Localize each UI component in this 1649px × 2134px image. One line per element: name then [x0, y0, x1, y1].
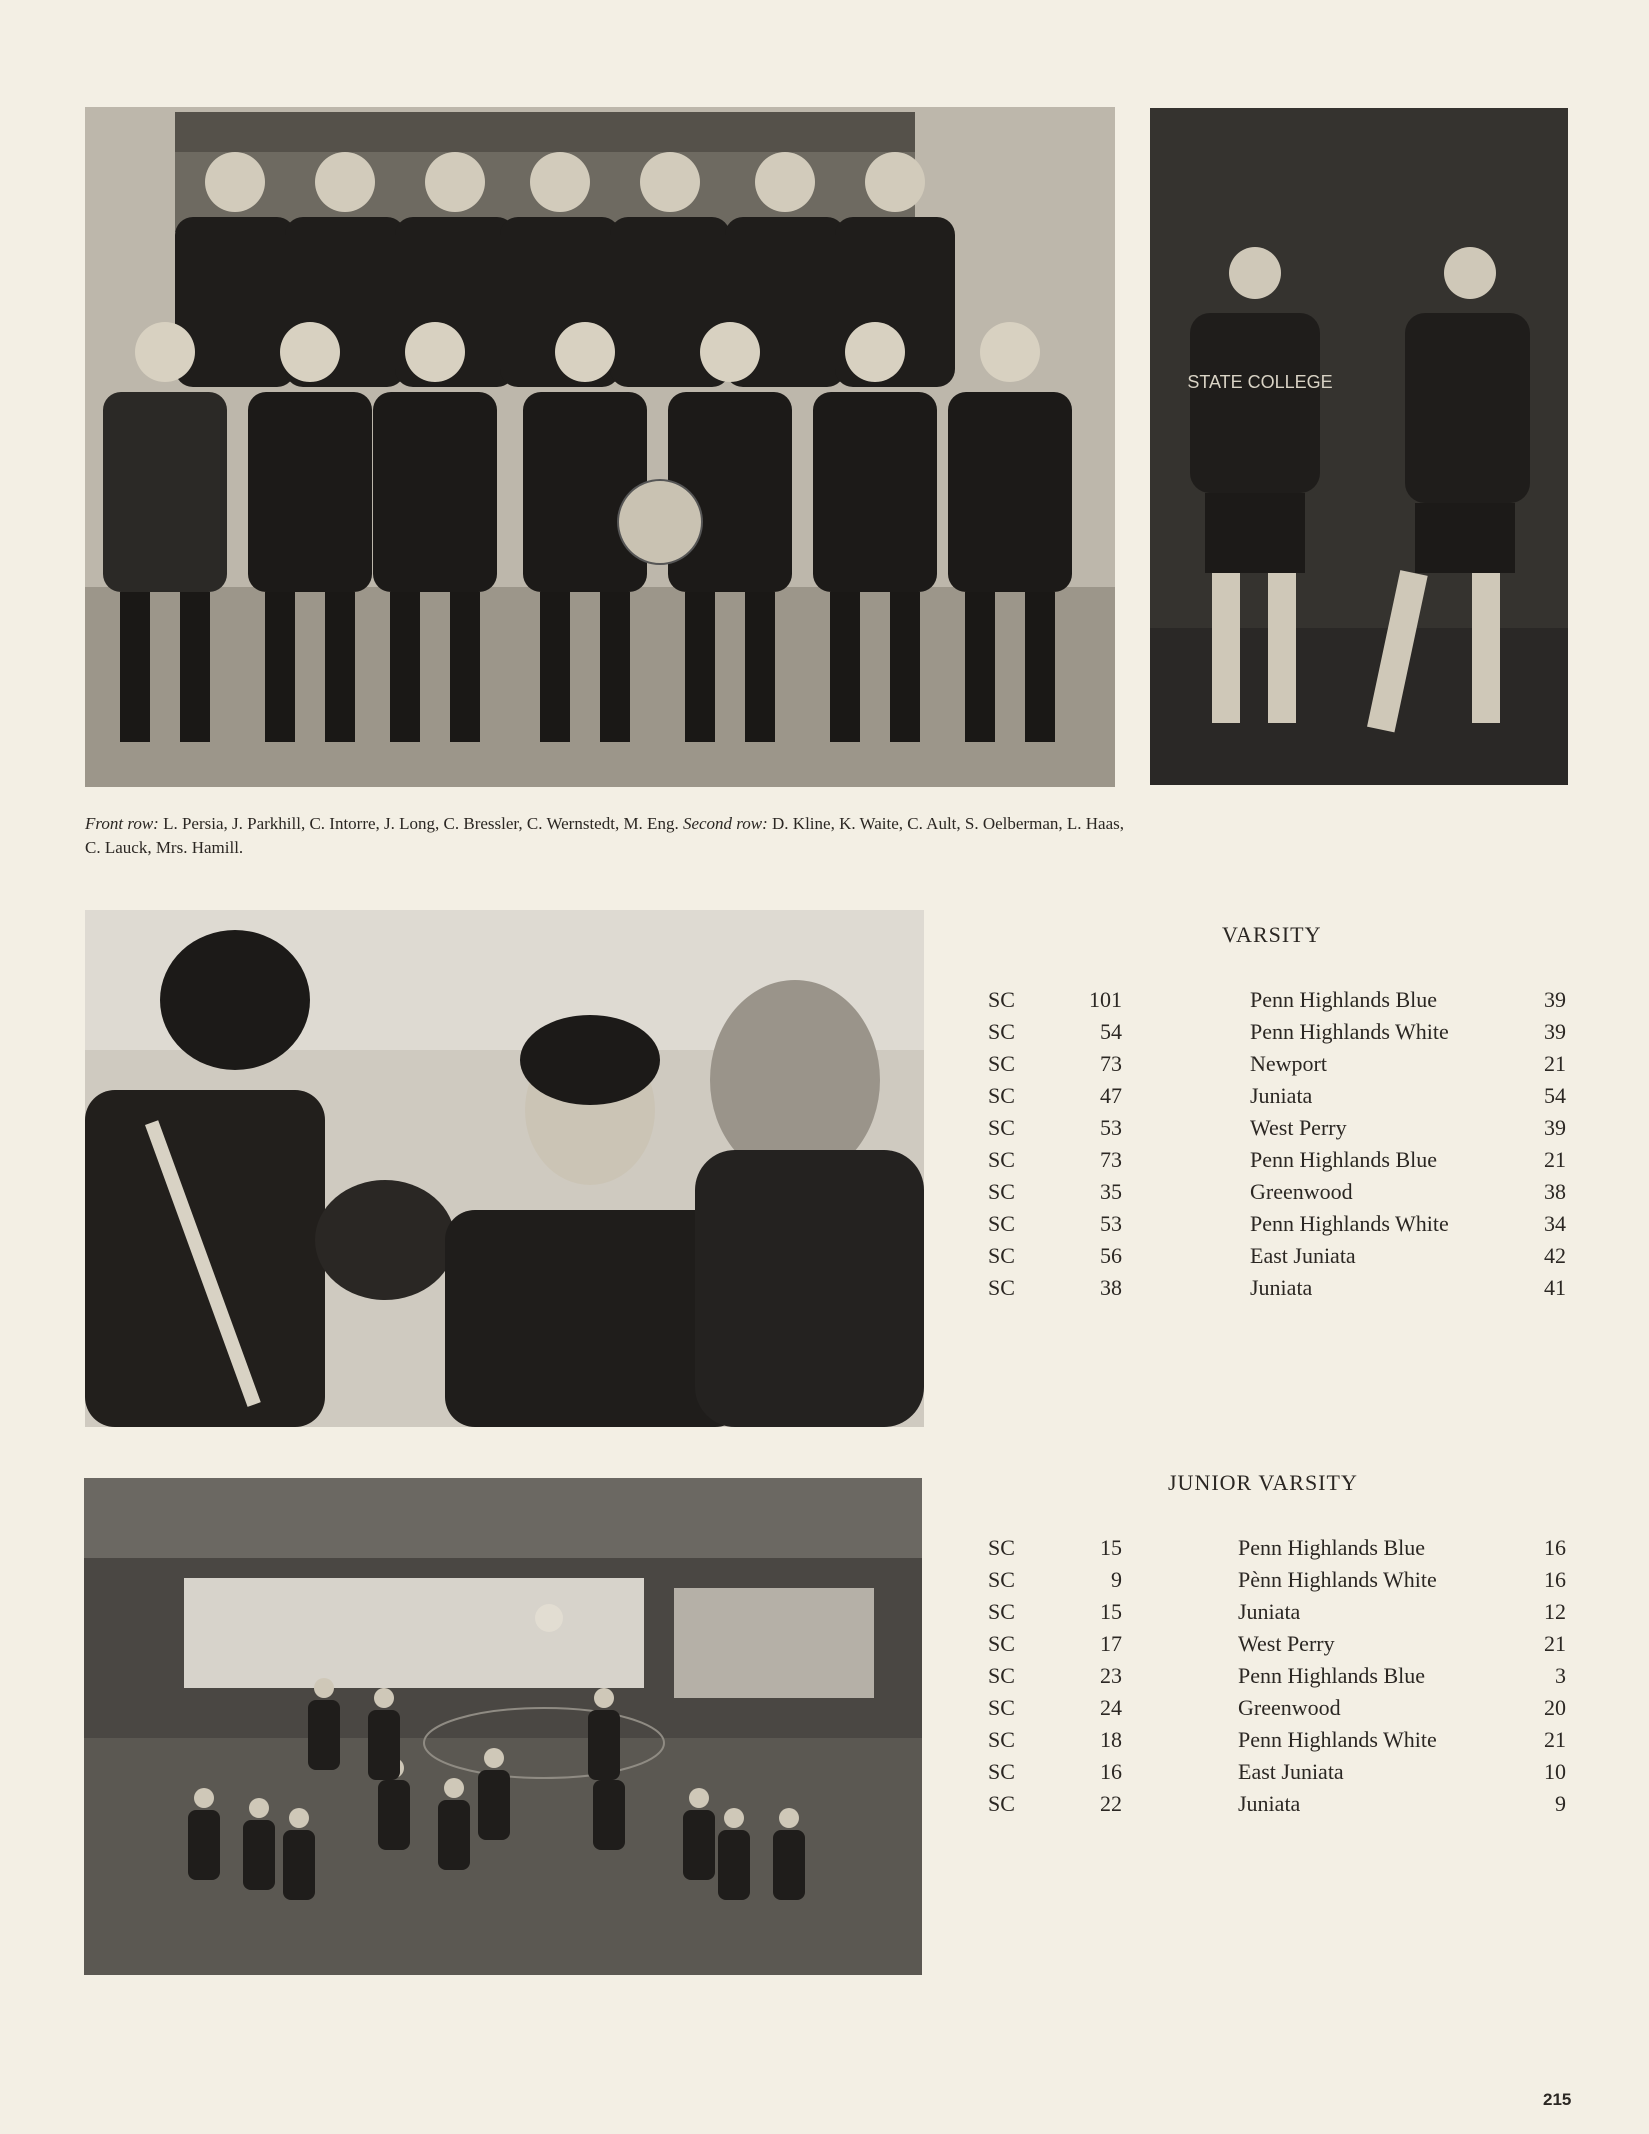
score-row — [988, 1727, 1574, 1759]
opponent-name: Penn Highlands White — [1250, 1211, 1449, 1236]
score-row — [988, 1567, 1574, 1599]
team-name: SC — [988, 1727, 1015, 1752]
sc-score: 38 — [1100, 1275, 1122, 1300]
opponent-name: Greenwood — [1250, 1179, 1353, 1204]
sc-score: 54 — [1100, 1019, 1122, 1044]
team-name: SC — [988, 1211, 1015, 1236]
sc-score: 15 — [1100, 1535, 1122, 1560]
opponent-score: 54 — [1544, 1083, 1566, 1108]
players-photo — [1150, 108, 1568, 785]
sc-score: 53 — [1100, 1115, 1122, 1140]
sc-score: 47 — [1100, 1083, 1122, 1108]
opponent-score: 12 — [1544, 1599, 1566, 1624]
sc-score: 56 — [1100, 1243, 1122, 1268]
opponent-score: 34 — [1544, 1211, 1566, 1236]
opponent-name: West Perry — [1250, 1115, 1347, 1140]
junior-varsity-title: JUNIOR VARSITY — [1168, 1470, 1358, 1495]
score-row — [988, 1275, 1574, 1307]
opponent-name: Greenwood — [1238, 1695, 1341, 1720]
sc-score: 22 — [1100, 1791, 1122, 1816]
sc-score: 53 — [1100, 1211, 1122, 1236]
opponent-score: 39 — [1544, 1019, 1566, 1044]
court-photo — [84, 1478, 922, 1975]
opponent-score: 21 — [1544, 1727, 1566, 1752]
opponent-score: 20 — [1544, 1695, 1566, 1720]
score-row — [988, 987, 1574, 1019]
score-row — [988, 1695, 1574, 1727]
opponent-score: 16 — [1544, 1567, 1566, 1592]
sc-score: 73 — [1100, 1051, 1122, 1076]
opponent-name: Penn Highlands White — [1238, 1727, 1437, 1752]
team-name: SC — [988, 1243, 1015, 1268]
opponent-name: Penn Highlands Blue — [1238, 1663, 1425, 1688]
jersey-lettering: STATE COLLEGE — [1187, 372, 1333, 392]
team-name: SC — [988, 1759, 1015, 1784]
opponent-name: Juniata — [1250, 1083, 1313, 1108]
second-row-label: Second row: — [682, 814, 768, 833]
opponent-name: Pènn Highlands White — [1238, 1567, 1437, 1592]
team-name: SC — [988, 1179, 1015, 1204]
varsity-title: VARSITY — [1222, 922, 1322, 947]
photo-caption — [85, 812, 1125, 860]
opponent-name: Juniata — [1238, 1791, 1301, 1816]
sc-score: 18 — [1100, 1727, 1122, 1752]
score-row — [988, 1535, 1574, 1567]
opponent-score: 16 — [1544, 1535, 1566, 1560]
team-name: SC — [988, 1535, 1015, 1560]
score-row — [988, 1631, 1574, 1663]
opponent-score: 21 — [1544, 1051, 1566, 1076]
score-row — [988, 1115, 1574, 1147]
score-row — [988, 1791, 1574, 1823]
opponent-score: 21 — [1544, 1631, 1566, 1656]
varsity-scores-table — [988, 987, 1574, 1307]
sc-score: 15 — [1100, 1599, 1122, 1624]
opponent-name: Newport — [1250, 1051, 1327, 1076]
team-name: SC — [988, 1147, 1015, 1172]
opponent-name: Penn Highlands Blue — [1250, 987, 1437, 1012]
sc-score: 16 — [1100, 1759, 1122, 1784]
score-row — [988, 1243, 1574, 1275]
score-row — [988, 1211, 1574, 1243]
team-photo-illustration — [85, 107, 1115, 787]
huddle-photo — [85, 910, 924, 1427]
opponent-score: 39 — [1544, 987, 1566, 1012]
score-row — [988, 1083, 1574, 1115]
opponent-name: East Juniata — [1238, 1759, 1344, 1784]
opponent-name: East Juniata — [1250, 1243, 1356, 1268]
sc-score: 9 — [1111, 1567, 1122, 1592]
opponent-name: West Perry — [1238, 1631, 1335, 1656]
team-name: SC — [988, 1695, 1015, 1720]
sc-score: 23 — [1100, 1663, 1122, 1688]
opponent-score: 41 — [1544, 1275, 1566, 1300]
team-name: SC — [988, 1115, 1015, 1140]
team-name: SC — [988, 1275, 1015, 1300]
sc-score: 73 — [1100, 1147, 1122, 1172]
opponent-score: 3 — [1555, 1663, 1566, 1688]
team-name: SC — [988, 987, 1015, 1012]
team-name: SC — [988, 1631, 1015, 1656]
opponent-score: 39 — [1544, 1115, 1566, 1140]
score-row — [988, 1019, 1574, 1051]
score-row — [988, 1599, 1574, 1631]
team-name: SC — [988, 1599, 1015, 1624]
score-row — [988, 1179, 1574, 1211]
team-name: SC — [988, 1051, 1015, 1076]
junior-varsity-scores-table — [988, 1535, 1574, 1823]
score-row — [988, 1759, 1574, 1791]
front-row-names: L. Persia, J. Parkhill, C. Intorre, J. Long, C. Bressler, C. Wernstedt, M. Eng. — [158, 814, 683, 833]
opponent-score: 10 — [1544, 1759, 1566, 1784]
team-name: SC — [988, 1083, 1015, 1108]
opponent-name: Juniata — [1250, 1275, 1313, 1300]
opponent-name: Penn Highlands White — [1250, 1019, 1449, 1044]
sc-score: 101 — [1089, 987, 1122, 1012]
team-name: SC — [988, 1019, 1015, 1044]
sc-score: 24 — [1100, 1695, 1122, 1720]
score-row — [988, 1051, 1574, 1083]
opponent-score: 42 — [1544, 1243, 1566, 1268]
score-row — [988, 1663, 1574, 1695]
second-row-names: D. Kline, K. Waite, C. Ault, S. Oelberman, L. Haas, C. Lauck, Mrs. Hamill. — [85, 814, 1124, 857]
opponent-name: Juniata — [1238, 1599, 1301, 1624]
front-row-label: Front row: — [85, 814, 159, 833]
sc-score: 35 — [1100, 1179, 1122, 1204]
opponent-name: Penn Highlands Blue — [1250, 1147, 1437, 1172]
team-photo — [85, 107, 1115, 787]
page-number: 215 — [1543, 2090, 1572, 2109]
team-name: SC — [988, 1567, 1015, 1592]
opponent-score: 38 — [1544, 1179, 1566, 1204]
opponent-name: Penn Highlands Blue — [1238, 1535, 1425, 1560]
score-row — [988, 1147, 1574, 1179]
opponent-score: 21 — [1544, 1147, 1566, 1172]
team-name: SC — [988, 1791, 1015, 1816]
team-name: SC — [988, 1663, 1015, 1688]
opponent-score: 9 — [1555, 1791, 1566, 1816]
sc-score: 17 — [1100, 1631, 1122, 1656]
